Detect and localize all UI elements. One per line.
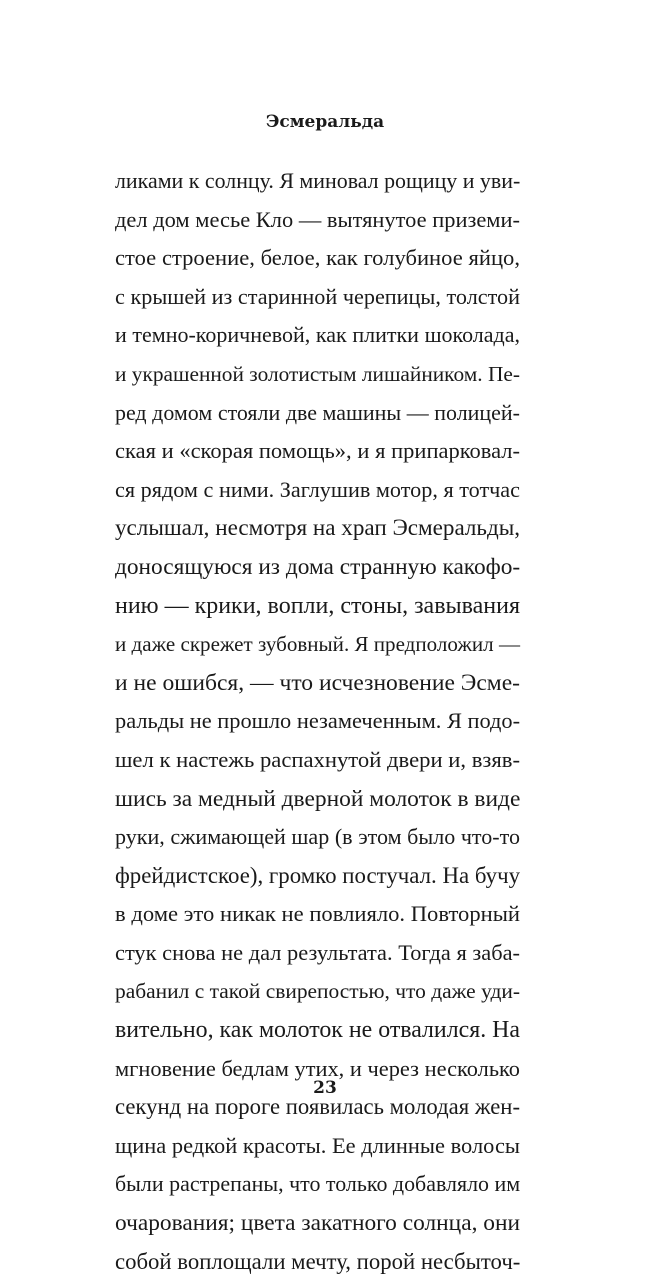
text-line: нию — крики, вопли, стоны, завывания [115,592,520,619]
text-line: руки, сжимающей шар (в этом было что-то [115,824,520,850]
text-line: ся рядом с ними. Заглушив мотор, я тотчас [115,476,520,502]
text-line: секунд на пороге появилась молодая жен- [115,1094,520,1120]
text-line: ральды не прошло незамеченным. Я подо- [115,708,521,734]
running-head: Эсмеральда [265,112,385,132]
text-line: щина редкой красоты. Ее длинные волосы [115,1132,520,1158]
text-line: были растрепаны, что только добавляло им [115,1171,521,1197]
text-line: стук снова не дал результата. Тогда я заба- [115,939,520,965]
text-line: в доме это никак не повлияло. Повторный [115,901,520,927]
text-line: ская и «скорая помощь», и я припарковал- [115,438,520,464]
text-line: вительно, как молоток не отвалился. На [115,1017,520,1044]
text-line: дел дом месье Кло — вытянутое приземи- [115,206,520,232]
text-line: фрейдистское), громко постучал. На бучу [115,862,520,888]
text-line: мгновение бедлам утих, и через несколько [115,1055,520,1081]
text-line: и не ошибся, — что исчезновение Эсме- [115,669,520,696]
text-line: доносящуюся из дома странную какофо- [115,553,521,580]
text-line: с крышей из старинной черепицы, толстой [115,283,520,309]
text-line: и даже скрежет зубовный. Я предположил — [115,632,520,657]
text-line: шись за медный дверной молоток в виде [115,785,521,812]
text-line: собой воплощали мечту, порой несбыточ- [115,1248,521,1274]
text-line: ред домом стояли две машины — полицей- [115,399,520,425]
body-text [115,162,520,1281]
text-line: ликами к солнцу. Я миновал рощицу и уви- [115,168,521,193]
page-number: 23 [313,1078,337,1098]
text-line: услышал, несмотря на храп Эсмеральды, [115,515,521,542]
text-line: шел к настежь распахнутой двери и, взяв- [115,746,520,772]
text-line: стое строение, белое, как голубиное яйцо, [115,245,520,271]
text-line: очарования; цвета закатного солнца, они [115,1210,520,1237]
text-line: и украшенной золотистым лишайником. Пе- [115,361,520,386]
text-line: рабанил с такой свирепостью, что даже уди- [115,979,520,1004]
text-line: и темно-коричневой, как плитки шоколада, [115,322,520,348]
